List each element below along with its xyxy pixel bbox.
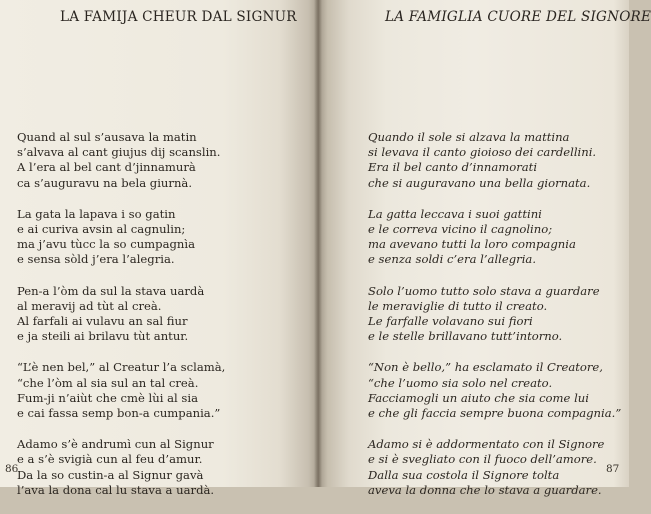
left-running-head: LA FAMIJA CHEUR DAL SIGNUR [60, 9, 297, 25]
verse-line: Quand al sul s’ausava la matin [17, 130, 197, 144]
stanza-5 [368, 437, 621, 498]
verse-line: Adamo s’è andrumì cun al Signur [17, 437, 214, 452]
verse-line: e le stelle brillavano tutt’intorno. [368, 329, 563, 344]
verse-line: “che l’òm al sia sul an tal creà. [17, 375, 199, 390]
verse-line: Era il bel canto d’innamorati [368, 160, 538, 175]
verse-line: ma j’avu tùcc la so cumpagnìa [17, 237, 195, 252]
right-running-head: LA FAMIGLIA CUORE DEL SIGNORE [385, 9, 651, 25]
verse-line: aveva la donna che lo stava a guardare. [368, 482, 602, 497]
verse-line: e cai fassa semp bon-a cumpania.” [17, 406, 221, 421]
verse-line: si levava il canto gioioso dei cardellini. [368, 145, 597, 160]
stanza-2 [368, 207, 621, 268]
verse-line: e ja steili ai brilavu tùt antur. [17, 329, 189, 344]
verse-line: e sensa sòld j’era l’alegria. [17, 252, 175, 267]
verse-line: Le farfalle volavano sui fiori [368, 314, 533, 329]
dialect-poem [17, 130, 225, 514]
left-page-number: 86 [5, 463, 19, 475]
right-page-number: 87 [606, 463, 620, 475]
stanza-3 [17, 284, 225, 345]
verse-line: e ai curiva avsin al cagnulin; [17, 222, 186, 237]
verse-line: ma avevano tutti la loro compagnia [368, 237, 576, 252]
verse-line: le meraviglie di tutto il creato. [368, 298, 548, 313]
verse-line: Da la so custin-a al Signur gavà [17, 467, 204, 482]
verse-line: e le correva vicino il cagnolino; [368, 222, 553, 237]
stanza-1 [17, 130, 225, 191]
verse-line: Adamo si è addormentato con il Signore [368, 437, 605, 452]
verse-line: “Non è bello,” ha esclamato il Creatore, [368, 360, 603, 375]
verse-line: Solo l’uomo tutto solo stava a guardare [368, 283, 600, 298]
italian-poem [368, 130, 621, 514]
verse-line: l’ava la dona cal lu stava a uardà. [17, 482, 215, 497]
verse-line: e si è svegliato con il fuoco dell’amore. [368, 452, 597, 467]
verse-line: al meravij ad tùt al creà. [17, 298, 162, 313]
verse-line: Facciamogli un aiuto che sia come lui [368, 390, 589, 405]
stanza-3 [368, 284, 621, 345]
verse-line: e a s’è svigià cun al feu d’amur. [17, 452, 203, 467]
verse-line: “che l’uomo sia solo nel creato. [368, 375, 553, 390]
stanza-5 [17, 437, 225, 498]
left-page [0, 0, 318, 497]
verse-line: e senza soldi c’era l’allegria. [368, 252, 537, 267]
verse-line: A l’era al bel cant d’jinnamurà [17, 160, 196, 175]
stanza-2 [17, 207, 225, 268]
verse-line: Fum-ji n’aiùt che cmè lùi al sia [17, 390, 198, 405]
verse-line: Al farfali ai vulavu an sal fiur [17, 314, 188, 329]
stanza-1 [368, 130, 621, 191]
verse-line: La gatta leccava i suoi gattini [368, 206, 542, 221]
verse-line: e che gli faccia sempre buona compagnia.” [368, 406, 622, 421]
verse-line: “L’è nen bel,” al Creatur l’a sclamà, [17, 360, 226, 375]
stanza-4 [368, 360, 621, 421]
book-gutter [314, 0, 322, 487]
verse-line: Pen-a l’òm da sul la stava uardà [17, 283, 205, 298]
verse-line: Dalla sua costola il Signore tolta [368, 467, 560, 482]
verse-line: ca s’auguravu na bela giurnà. [17, 175, 193, 190]
stanza-4 [17, 360, 225, 421]
verse-line: che si auguravano una bella giornata. [368, 175, 591, 190]
verse-line: s’alvava al cant giujus dij scanslin. [17, 145, 221, 160]
verse-line: La gata la lapava i so gatin [17, 206, 176, 221]
verse-line: Quando il sole si alzava la mattina [368, 130, 570, 144]
